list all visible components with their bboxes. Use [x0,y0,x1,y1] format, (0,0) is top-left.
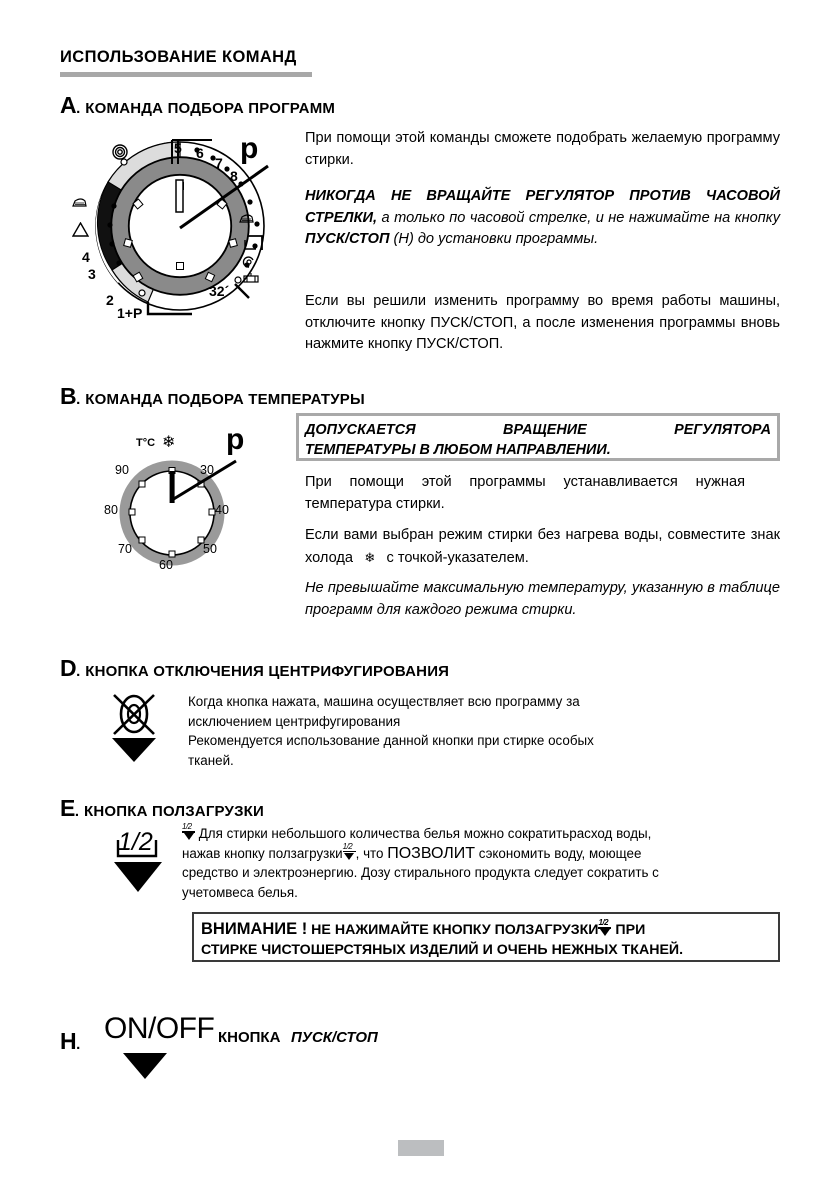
section-b-paragraph-2 [305,525,780,569]
section-title-d: КНОПКА ОТКЛЮЧЕНИЯ ЦЕНТРИФУГИРОВАНИЯ [85,663,450,680]
dial-label-time: 32´ [209,283,230,299]
section-a-p2-caps: НИКОГДА НЕ ВРАЩАЙТЕ РЕГУЛЯТОР ПРОТИВ ЧАСОВОЙ СТРЕЛКИ, [305,188,780,226]
section-letter-h: H [60,1028,77,1054]
title-underline-rule [60,72,312,77]
section-heading-b [60,383,365,410]
section-letter-b: B [60,383,77,409]
onoff-label: ON/OFF [104,1012,215,1045]
wool-icon [242,272,260,285]
section-a-paragraph-1: При помощи этой команды сможете подобрать желаемую программу стирки. [305,130,780,168]
section-dot-h: . [76,1036,81,1053]
dial-label-8: 8 [230,168,238,184]
section-d-line-1: Когда кнопка нажата, машина осуществляет всю программу за [188,694,580,709]
dial-label-2: 2 [106,292,114,308]
section-dot-a: . [76,100,81,117]
warning-line-1-tail: ПРИ [615,922,646,938]
section-heading-e [60,795,264,822]
onoff-triangle-icon [123,1053,167,1079]
dial-label-1p: 1+P [117,305,143,321]
section-b-notice-box [296,413,780,461]
section-b-notice-text [299,416,777,464]
section-title-e: КНОПКА ПОЛЗАГРУЗКИ [84,803,265,820]
temp-label-50: 50 [203,542,217,556]
dial-label-3: 3 [88,266,96,282]
section-e-line-2-c: сэкономить воду, моющее [478,845,642,861]
dry-flat-icon [243,238,259,252]
section-dot-d: . [76,663,81,680]
dial-label-6: 6 [196,145,204,161]
bleach-triangle-icon [72,222,89,237]
section-e-line-2-bold: ПОЗВОЛИТ [387,844,476,862]
section-b-paragraph-1: При помощи этой программы устанавливается нужная температура стирки. [305,474,745,512]
section-letter-a: A [60,92,77,118]
section-dot-b: . [76,391,81,408]
warning-line-2: СТИРКЕ ЧИСТОШЕРСТЯНЫХ ИЗДЕЛИЙ И ОЧЕНЬ НЕЖНЫХ ТКАНЕЙ. [201,942,684,958]
notice-word-2: ВРАЩЕНИЕ [503,422,587,438]
no-spin-icon [104,690,164,762]
section-e-line-3: средство и электроэнергию. Дозу стирального продукта следует сократить с [182,865,659,880]
section-e-warning-text [194,914,778,965]
section-a-p2-tail: (Н) до установки программы. [389,231,599,247]
dial-label-7: 7 [215,155,223,171]
section-d-text [188,692,788,770]
section-heading-d [60,655,449,682]
section-b-p2-a: Если вами выбран режим стирки без нагрева воды, совместите знак холода [305,527,780,566]
section-e-text [182,824,792,902]
dial-label-4: 4 [82,249,90,265]
section-a-p2-rest: а только по часовой стрелке, и не нажимайте на кнопку [377,209,780,226]
section-h-title-italic: ПУСК/СТОП [291,1029,378,1046]
footer-page-marker [398,1140,444,1156]
section-title-a: КОМАНДА ПОДБОРА ПРОГРАММ [85,100,336,117]
section-a-paragraph-2 [305,186,780,251]
section-d-line-2: исключением центрифугирования [188,713,401,729]
dial-label-5: 5 [174,140,182,156]
section-a-paragraph-3: Если вы решили изменить программу во время работы машины, отключите кнопку ПУСК/СТОП, а после изменения программы вновь нажмите кнопку ПУСК/СТОП. [305,293,780,352]
svg-text:1/2: 1/2 [118,828,153,856]
notice-word-1: ДОПУСКАЕТСЯ [305,422,416,438]
hand-wash-icon [239,211,256,226]
section-e-line-2 [182,841,792,864]
half-load-inline-icon-2: 1/2 [343,846,356,861]
snowflake-inline-icon: ❄ [357,549,383,565]
spin-icon [241,255,257,270]
iron-icon [72,195,88,209]
section-e-line-4: учетомвеса белья. [182,884,298,900]
temp-label-80: 80 [104,503,118,517]
warning-line-1-rest: НЕ НАЖИМАЙТЕ КНОПКУ ПОЛЗАГРУЗКИ [311,922,599,938]
section-b-p2-b: с точкой-указателем. [386,549,529,566]
section-dot-e: . [74,803,80,820]
notice-word-3: РЕГУЛЯТОРА [674,422,771,438]
section-heading-a [60,92,335,119]
section-b-paragraph-3: Не превышайте максимальную температуру, указанную в таблице программ для каждого режима стирки. [305,580,780,618]
temp-label-70: 70 [118,542,132,556]
snowflake-icon: ❄ [162,434,176,451]
section-e-warning-box [192,912,780,962]
section-letter-e: E [60,795,75,821]
section-b-notice-line2: ТЕМПЕРАТУРЫ В ЛЮБОМ НАПРАВЛЕНИИ. [305,442,611,458]
section-heading-h [60,1028,80,1055]
warning-line-1 [201,919,771,940]
section-h-title-plain: КНОПКА [218,1029,281,1046]
section-title-b: КОМАНДА ПОДБОРА ТЕМПЕРАТУРЫ [85,391,365,408]
temp-label-90: 90 [115,463,129,477]
section-d-line-3: Рекомендуется использование данной кнопки при стирке особых [188,733,594,748]
dial-pointer-label-b: p [226,423,245,456]
half-load-inline-icon-1: 1/2 [182,826,195,841]
section-a-p2-emph: ПУСК/СТОП [305,231,390,247]
dial-pointer-label-a: p [240,132,259,165]
warning-lead: ВНИМАНИЕ ! [201,920,308,938]
temp-label-30: 30 [200,463,214,477]
section-e-line-2-b: , что [355,845,384,861]
half-load-icon [108,824,168,896]
section-letter-d: D [60,655,77,681]
half-load-inline-icon-3: 1/2 [598,922,611,937]
section-e-line-1-text: Для стирки небольшого количества белья можно сократитьрасход воды, [198,826,652,841]
page-title: ИСПОЛЬЗОВАНИЕ КОМАНД [60,48,297,66]
section-d-line-4: тканей. [188,752,234,768]
temperature-dial-illustration [110,455,240,580]
temperature-unit-label: T°C [136,437,156,449]
temp-label-60: 60 [159,558,173,572]
temp-label-40: 40 [215,503,229,517]
section-e-line-1 [182,824,792,844]
section-e-line-2-a: нажав кнопку ползагрузки [182,845,343,861]
